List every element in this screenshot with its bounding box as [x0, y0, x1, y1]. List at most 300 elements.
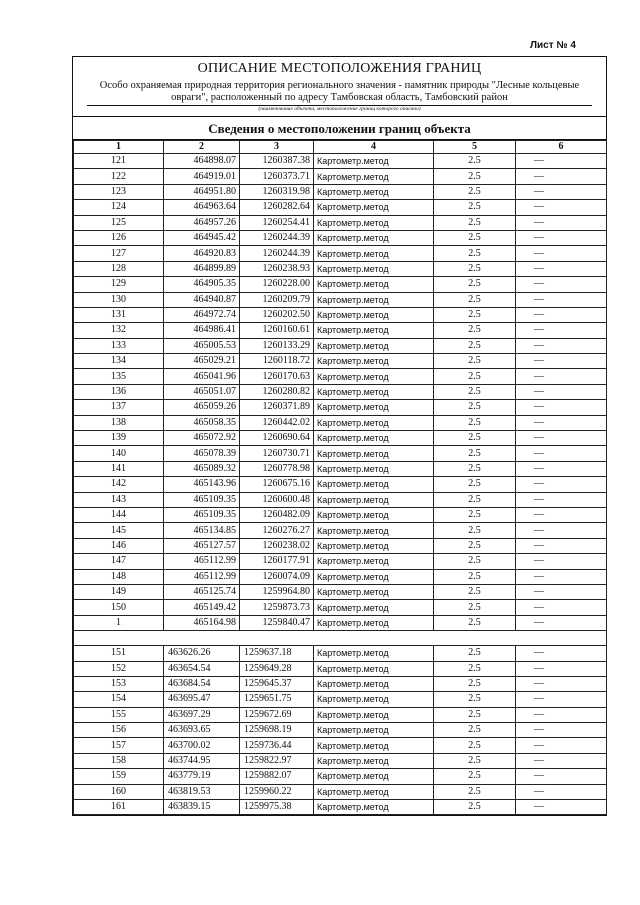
point-number-cell: 1 [74, 615, 164, 630]
note-cell: — [516, 800, 607, 815]
method-cell: Картометр.метод [314, 354, 434, 369]
coord-y-cell: 1259960.22 [240, 784, 314, 799]
coord-y-cell: 1259698.19 [240, 723, 314, 738]
method-cell: Картометр.метод [314, 676, 434, 691]
point-number-cell: 122 [74, 169, 164, 184]
point-number-cell: 149 [74, 584, 164, 599]
table-row [74, 292, 607, 307]
point-number-cell: 141 [74, 461, 164, 476]
accuracy-cell: 2.5 [434, 523, 516, 538]
accuracy-cell: 2.5 [434, 676, 516, 691]
point-number-cell: 135 [74, 369, 164, 384]
coord-y-cell: 1260373.71 [240, 169, 314, 184]
coord-x-cell: 464940.87 [164, 292, 240, 307]
table-row [74, 707, 607, 722]
coord-x-cell: 465005.53 [164, 338, 240, 353]
method-cell: Картометр.метод [314, 338, 434, 353]
point-number-cell: 131 [74, 307, 164, 322]
coord-y-cell: 1260238.93 [240, 261, 314, 276]
coord-y-cell: 1259964.80 [240, 584, 314, 599]
coord-y-cell: 1260244.39 [240, 230, 314, 245]
point-number-cell: 127 [74, 246, 164, 261]
coord-y-cell: 1260276.27 [240, 523, 314, 538]
column-header-3: 3 [240, 141, 314, 154]
coord-x-cell: 465134.85 [164, 523, 240, 538]
accuracy-cell: 2.5 [434, 154, 516, 169]
method-cell: Картометр.метод [314, 323, 434, 338]
table-row [74, 538, 607, 553]
coord-y-cell: 1260730.71 [240, 446, 314, 461]
coord-y-cell: 1260170.63 [240, 369, 314, 384]
method-cell: Картометр.метод [314, 584, 434, 599]
note-cell: — [516, 184, 607, 199]
accuracy-cell: 2.5 [434, 431, 516, 446]
accuracy-cell: 2.5 [434, 307, 516, 322]
note-cell: — [516, 707, 607, 722]
note-cell: — [516, 323, 607, 338]
method-cell: Картометр.метод [314, 800, 434, 815]
coord-y-cell: 1260160.61 [240, 323, 314, 338]
table-row [74, 323, 607, 338]
coord-x-cell: 464899.89 [164, 261, 240, 276]
coord-y-cell: 1260675.16 [240, 477, 314, 492]
method-cell: Картометр.метод [314, 169, 434, 184]
coord-x-cell: 464945.42 [164, 230, 240, 245]
table-row [74, 661, 607, 676]
coord-y-cell: 1259649.28 [240, 661, 314, 676]
point-number-cell: 147 [74, 554, 164, 569]
coord-x-cell: 464951.80 [164, 184, 240, 199]
point-number-cell: 138 [74, 415, 164, 430]
point-number-cell: 159 [74, 769, 164, 784]
accuracy-cell: 2.5 [434, 338, 516, 353]
accuracy-cell: 2.5 [434, 369, 516, 384]
table-row [74, 307, 607, 322]
table-row [74, 507, 607, 522]
coord-x-cell: 463839.15 [164, 800, 240, 815]
coord-x-cell: 465109.35 [164, 507, 240, 522]
note-cell: — [516, 292, 607, 307]
accuracy-cell: 2.5 [434, 492, 516, 507]
point-number-cell: 137 [74, 400, 164, 415]
note-cell: — [516, 738, 607, 753]
method-cell: Картометр.метод [314, 523, 434, 538]
note-cell: — [516, 215, 607, 230]
accuracy-cell: 2.5 [434, 477, 516, 492]
note-cell: — [516, 753, 607, 768]
accuracy-cell: 2.5 [434, 661, 516, 676]
point-number-cell: 129 [74, 277, 164, 292]
coord-y-cell: 1260254.41 [240, 215, 314, 230]
coord-y-cell: 1259651.75 [240, 692, 314, 707]
coord-y-cell: 1259645.37 [240, 676, 314, 691]
method-cell: Картометр.метод [314, 307, 434, 322]
method-cell: Картометр.метод [314, 507, 434, 522]
note-cell: — [516, 307, 607, 322]
method-cell: Картометр.метод [314, 569, 434, 584]
coord-x-cell: 463684.54 [164, 676, 240, 691]
point-number-cell: 140 [74, 446, 164, 461]
note-cell: — [516, 461, 607, 476]
coord-y-cell: 1260133.29 [240, 338, 314, 353]
point-number-cell: 146 [74, 538, 164, 553]
accuracy-cell: 2.5 [434, 800, 516, 815]
method-cell: Картометр.метод [314, 723, 434, 738]
note-cell: — [516, 477, 607, 492]
column-header-row [74, 141, 607, 154]
note-cell: — [516, 446, 607, 461]
accuracy-cell: 2.5 [434, 600, 516, 615]
table-row [74, 354, 607, 369]
accuracy-cell: 2.5 [434, 384, 516, 399]
coord-x-cell: 464972.74 [164, 307, 240, 322]
group-separator-cell [74, 631, 607, 646]
method-cell: Картометр.метод [314, 554, 434, 569]
coord-y-cell: 1260442.02 [240, 415, 314, 430]
point-number-cell: 130 [74, 292, 164, 307]
point-number-cell: 123 [74, 184, 164, 199]
coord-x-cell: 464919.01 [164, 169, 240, 184]
accuracy-cell: 2.5 [434, 738, 516, 753]
coord-x-cell: 463697.29 [164, 707, 240, 722]
point-number-cell: 133 [74, 338, 164, 353]
accuracy-cell: 2.5 [434, 723, 516, 738]
note-cell: — [516, 492, 607, 507]
table-row [74, 584, 607, 599]
coord-x-cell: 465112.99 [164, 554, 240, 569]
method-cell: Картометр.метод [314, 538, 434, 553]
coord-y-cell: 1260600.48 [240, 492, 314, 507]
coord-y-cell: 1259672.69 [240, 707, 314, 722]
accuracy-cell: 2.5 [434, 461, 516, 476]
table-row [74, 738, 607, 753]
coord-x-cell: 463654.54 [164, 661, 240, 676]
coord-y-cell: 1260280.82 [240, 384, 314, 399]
point-number-cell: 155 [74, 707, 164, 722]
column-header-4: 4 [314, 141, 434, 154]
point-number-cell: 151 [74, 646, 164, 661]
coord-x-cell: 463695.47 [164, 692, 240, 707]
coord-x-cell: 465127.57 [164, 538, 240, 553]
point-number-cell: 134 [74, 354, 164, 369]
coord-y-cell: 1259975.38 [240, 800, 314, 815]
column-header-6: 6 [516, 141, 607, 154]
coord-x-cell: 465078.39 [164, 446, 240, 461]
coord-x-cell: 464898.07 [164, 154, 240, 169]
table-row [74, 554, 607, 569]
accuracy-cell: 2.5 [434, 261, 516, 276]
point-number-cell: 157 [74, 738, 164, 753]
table-row [74, 369, 607, 384]
coord-x-cell: 463700.02 [164, 738, 240, 753]
coord-x-cell: 463693.65 [164, 723, 240, 738]
note-cell: — [516, 431, 607, 446]
point-number-cell: 128 [74, 261, 164, 276]
coord-y-cell: 1259882.07 [240, 769, 314, 784]
table-row [74, 169, 607, 184]
coord-y-cell: 1260202.50 [240, 307, 314, 322]
table-row [74, 277, 607, 292]
note-cell: — [516, 584, 607, 599]
coord-y-cell: 1259736.44 [240, 738, 314, 753]
table-row [74, 492, 607, 507]
coord-y-cell: 1260387.38 [240, 154, 314, 169]
coord-x-cell: 465058.35 [164, 415, 240, 430]
note-cell: — [516, 384, 607, 399]
method-cell: Картометр.метод [314, 461, 434, 476]
coord-y-cell: 1260177.91 [240, 554, 314, 569]
accuracy-cell: 2.5 [434, 184, 516, 199]
accuracy-cell: 2.5 [434, 354, 516, 369]
point-number-cell: 124 [74, 200, 164, 215]
note-cell: — [516, 538, 607, 553]
table-row [74, 461, 607, 476]
accuracy-cell: 2.5 [434, 400, 516, 415]
coord-y-cell: 1260074.09 [240, 569, 314, 584]
table-row [74, 753, 607, 768]
note-cell: — [516, 277, 607, 292]
coord-y-cell: 1260319.98 [240, 184, 314, 199]
note-cell: — [516, 200, 607, 215]
note-cell: — [516, 338, 607, 353]
note-cell: — [516, 676, 607, 691]
coord-x-cell: 464963.64 [164, 200, 240, 215]
coord-x-cell: 465051.07 [164, 384, 240, 399]
coord-x-cell: 465143.96 [164, 477, 240, 492]
method-cell: Картометр.метод [314, 154, 434, 169]
coord-y-cell: 1259637.18 [240, 646, 314, 661]
note-cell: — [516, 169, 607, 184]
method-cell: Картометр.метод [314, 600, 434, 615]
accuracy-cell: 2.5 [434, 277, 516, 292]
table-row [74, 446, 607, 461]
section-title: Сведения о местоположении границ объекта [73, 117, 606, 140]
method-cell: Картометр.метод [314, 369, 434, 384]
coord-x-cell: 465089.32 [164, 461, 240, 476]
group-separator-row [74, 631, 607, 646]
point-number-cell: 142 [74, 477, 164, 492]
note-cell: — [516, 400, 607, 415]
point-number-cell: 158 [74, 753, 164, 768]
document-caption: (наименование объекта, местоположение границ которого описано) [258, 106, 421, 112]
table-row [74, 230, 607, 245]
coord-x-cell: 465112.99 [164, 569, 240, 584]
method-cell: Картометр.метод [314, 707, 434, 722]
note-cell: — [516, 523, 607, 538]
note-cell: — [516, 615, 607, 630]
coord-x-cell: 465125.74 [164, 584, 240, 599]
table-row [74, 215, 607, 230]
table-row [74, 600, 607, 615]
method-cell: Картометр.метод [314, 246, 434, 261]
accuracy-cell: 2.5 [434, 169, 516, 184]
note-cell: — [516, 723, 607, 738]
accuracy-cell: 2.5 [434, 784, 516, 799]
accuracy-cell: 2.5 [434, 692, 516, 707]
note-cell: — [516, 600, 607, 615]
table-row [74, 184, 607, 199]
accuracy-cell: 2.5 [434, 707, 516, 722]
accuracy-cell: 2.5 [434, 230, 516, 245]
table-row [74, 415, 607, 430]
method-cell: Картометр.метод [314, 769, 434, 784]
table-row [74, 800, 607, 815]
accuracy-cell: 2.5 [434, 200, 516, 215]
sheet-number: Лист № 4 [530, 40, 576, 51]
accuracy-cell: 2.5 [434, 569, 516, 584]
table-row [74, 261, 607, 276]
table-row [74, 723, 607, 738]
coord-x-cell: 464905.35 [164, 277, 240, 292]
method-cell: Картометр.метод [314, 277, 434, 292]
accuracy-cell: 2.5 [434, 769, 516, 784]
accuracy-cell: 2.5 [434, 507, 516, 522]
note-cell: — [516, 661, 607, 676]
coord-y-cell: 1259873.73 [240, 600, 314, 615]
coord-x-cell: 464957.26 [164, 215, 240, 230]
method-cell: Картометр.метод [314, 753, 434, 768]
method-cell: Картометр.метод [314, 230, 434, 245]
method-cell: Картометр.метод [314, 492, 434, 507]
note-cell: — [516, 369, 607, 384]
accuracy-cell: 2.5 [434, 753, 516, 768]
point-number-cell: 152 [74, 661, 164, 676]
accuracy-cell: 2.5 [434, 615, 516, 630]
point-number-cell: 121 [74, 154, 164, 169]
table-row [74, 692, 607, 707]
method-cell: Картометр.метод [314, 431, 434, 446]
coord-y-cell: 1259822.97 [240, 753, 314, 768]
note-cell: — [516, 692, 607, 707]
method-cell: Картометр.метод [314, 784, 434, 799]
method-cell: Картометр.метод [314, 400, 434, 415]
coord-y-cell: 1260244.39 [240, 246, 314, 261]
accuracy-cell: 2.5 [434, 323, 516, 338]
method-cell: Картометр.метод [314, 477, 434, 492]
point-number-cell: 148 [74, 569, 164, 584]
point-number-cell: 139 [74, 431, 164, 446]
coord-x-cell: 463779.19 [164, 769, 240, 784]
coord-y-cell: 1259840.47 [240, 615, 314, 630]
method-cell: Картометр.метод [314, 615, 434, 630]
table-row [74, 646, 607, 661]
note-cell: — [516, 784, 607, 799]
accuracy-cell: 2.5 [434, 292, 516, 307]
coord-x-cell: 465041.96 [164, 369, 240, 384]
coord-y-cell: 1260282.64 [240, 200, 314, 215]
table-row [74, 400, 607, 415]
method-cell: Картометр.метод [314, 646, 434, 661]
method-cell: Картометр.метод [314, 184, 434, 199]
accuracy-cell: 2.5 [434, 446, 516, 461]
coord-x-cell: 464920.83 [164, 246, 240, 261]
note-cell: — [516, 646, 607, 661]
note-cell: — [516, 246, 607, 261]
point-number-cell: 153 [74, 676, 164, 691]
method-cell: Картометр.метод [314, 384, 434, 399]
coord-x-cell: 465072.92 [164, 431, 240, 446]
point-number-cell: 161 [74, 800, 164, 815]
method-cell: Картометр.метод [314, 738, 434, 753]
method-cell: Картометр.метод [314, 415, 434, 430]
point-number-cell: 126 [74, 230, 164, 245]
coord-y-cell: 1260238.02 [240, 538, 314, 553]
table-row [74, 200, 607, 215]
table-row [74, 477, 607, 492]
note-cell: — [516, 769, 607, 784]
point-number-cell: 143 [74, 492, 164, 507]
note-cell: — [516, 261, 607, 276]
note-cell: — [516, 554, 607, 569]
note-cell: — [516, 354, 607, 369]
point-number-cell: 145 [74, 523, 164, 538]
note-cell: — [516, 230, 607, 245]
note-cell: — [516, 415, 607, 430]
table-row [74, 523, 607, 538]
point-number-cell: 160 [74, 784, 164, 799]
coord-x-cell: 465164.98 [164, 615, 240, 630]
document-frame [72, 56, 607, 816]
coord-y-cell: 1260690.64 [240, 431, 314, 446]
accuracy-cell: 2.5 [434, 646, 516, 661]
coord-x-cell: 465029.21 [164, 354, 240, 369]
coord-x-cell: 464986.41 [164, 323, 240, 338]
coord-x-cell: 465109.35 [164, 492, 240, 507]
point-number-cell: 125 [74, 215, 164, 230]
table-row [74, 246, 607, 261]
method-cell: Картометр.метод [314, 215, 434, 230]
coord-y-cell: 1260778.98 [240, 461, 314, 476]
table-row [74, 569, 607, 584]
table-row [74, 676, 607, 691]
note-cell: — [516, 507, 607, 522]
point-number-cell: 144 [74, 507, 164, 522]
point-number-cell: 150 [74, 600, 164, 615]
point-number-cell: 156 [74, 723, 164, 738]
coord-y-cell: 1260209.79 [240, 292, 314, 307]
point-number-cell: 136 [74, 384, 164, 399]
accuracy-cell: 2.5 [434, 538, 516, 553]
note-cell: — [516, 154, 607, 169]
table-row [74, 384, 607, 399]
coord-y-cell: 1260482.09 [240, 507, 314, 522]
coord-y-cell: 1260228.00 [240, 277, 314, 292]
accuracy-cell: 2.5 [434, 215, 516, 230]
accuracy-cell: 2.5 [434, 584, 516, 599]
method-cell: Картометр.метод [314, 200, 434, 215]
accuracy-cell: 2.5 [434, 554, 516, 569]
method-cell: Картометр.метод [314, 692, 434, 707]
method-cell: Картометр.метод [314, 446, 434, 461]
document-header [73, 57, 606, 117]
table-row [74, 338, 607, 353]
table-row [74, 769, 607, 784]
coord-x-cell: 465149.42 [164, 600, 240, 615]
coord-y-cell: 1260371.89 [240, 400, 314, 415]
method-cell: Картометр.метод [314, 292, 434, 307]
point-number-cell: 132 [74, 323, 164, 338]
method-cell: Картометр.метод [314, 661, 434, 676]
coordinates-table [73, 140, 607, 815]
column-header-1: 1 [74, 141, 164, 154]
table-row [74, 615, 607, 630]
table-row [74, 154, 607, 169]
coord-x-cell: 463626.26 [164, 646, 240, 661]
accuracy-cell: 2.5 [434, 246, 516, 261]
coord-y-cell: 1260118.72 [240, 354, 314, 369]
point-number-cell: 154 [74, 692, 164, 707]
note-cell: — [516, 569, 607, 584]
